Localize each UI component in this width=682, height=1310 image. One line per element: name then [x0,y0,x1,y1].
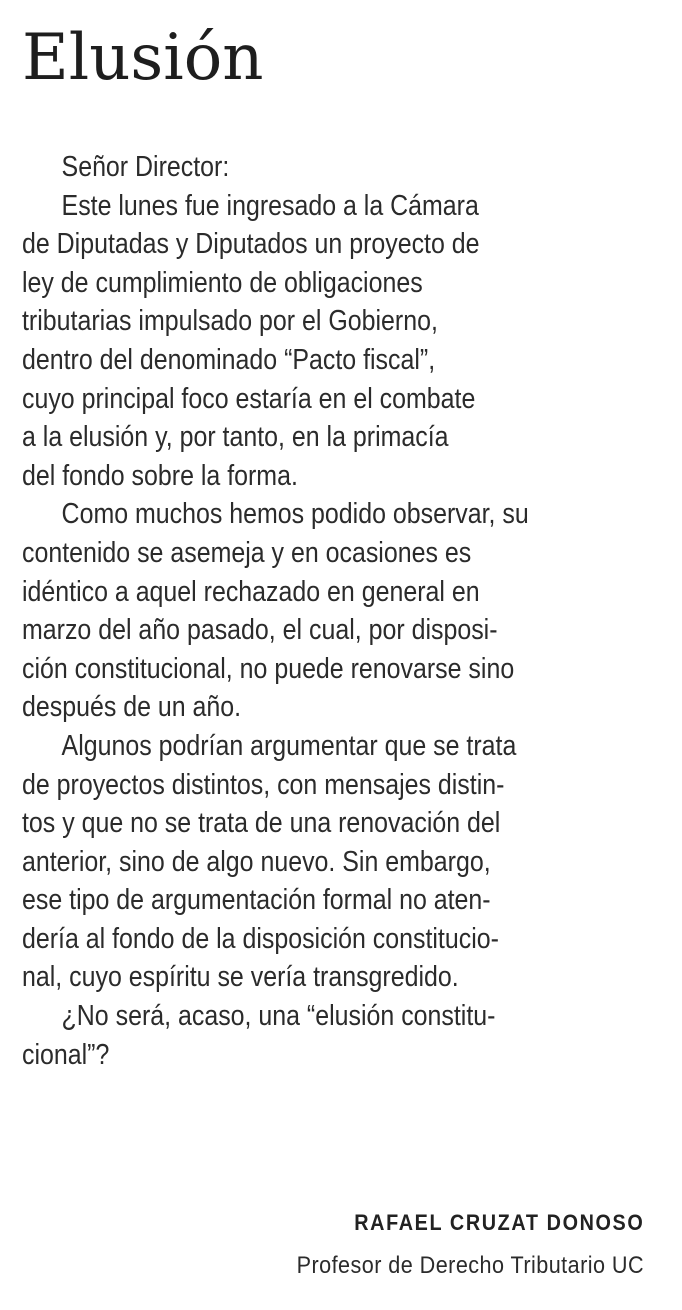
headline: Elusión [22,21,264,95]
letter-body [22,148,672,1074]
body-line: después de un año. [22,691,242,724]
body-line: cuyo principal foco estaría en el combate [22,382,476,415]
body-line: nal, cuyo espíritu se vería transgredido. [22,961,459,994]
body-line: Algunos podrían argumentar que se trata [61,729,517,762]
body-line: dentro del denominado “Pacto fiscal”, [22,343,436,376]
body-line: ley de cumplimiento de obligaciones [22,266,423,299]
body-line: anterior, sino de algo nuevo. Sin embargo, [22,845,491,878]
body-line: contenido se asemeja y en ocasiones es [22,536,472,569]
body-line: ción constitucional, no puede renovarse sino [22,652,515,685]
body-line: tributarias impulsado por el Gobierno, [22,305,438,338]
body-line: tos y que no se trata de una renovación del [22,807,501,840]
body-line: cional”? [22,1038,110,1071]
body-line: a la elusión y, por tanto, en la primacía [22,421,449,454]
body-line: de proyectos distintos, con mensajes distin- [22,768,505,801]
body-line: idéntico a aquel rechazado en general en [22,575,480,608]
salutation: Señor Director: [61,151,230,183]
author-name: RAFAEL CRUZAT DONOSO [353,1210,644,1235]
body-line: Como muchos hemos podido observar, su [61,498,529,531]
body-line: Este lunes fue ingresado a la Cámara [61,189,479,222]
author-title: Profesor de Derecho Tributario UC [296,1252,644,1279]
body-line: dería al fondo de la disposición constitucio- [22,922,499,955]
body-line: del fondo sobre la forma. [22,459,298,492]
body-line: de Diputadas y Diputados un proyecto de [22,228,480,261]
body-line: marzo del año pasado, el cual, por disposi- [22,614,498,647]
body-line: ¿No será, acaso, una “elusión constitu- [61,1000,496,1033]
body-line: ese tipo de argumentación formal no aten- [22,884,491,917]
